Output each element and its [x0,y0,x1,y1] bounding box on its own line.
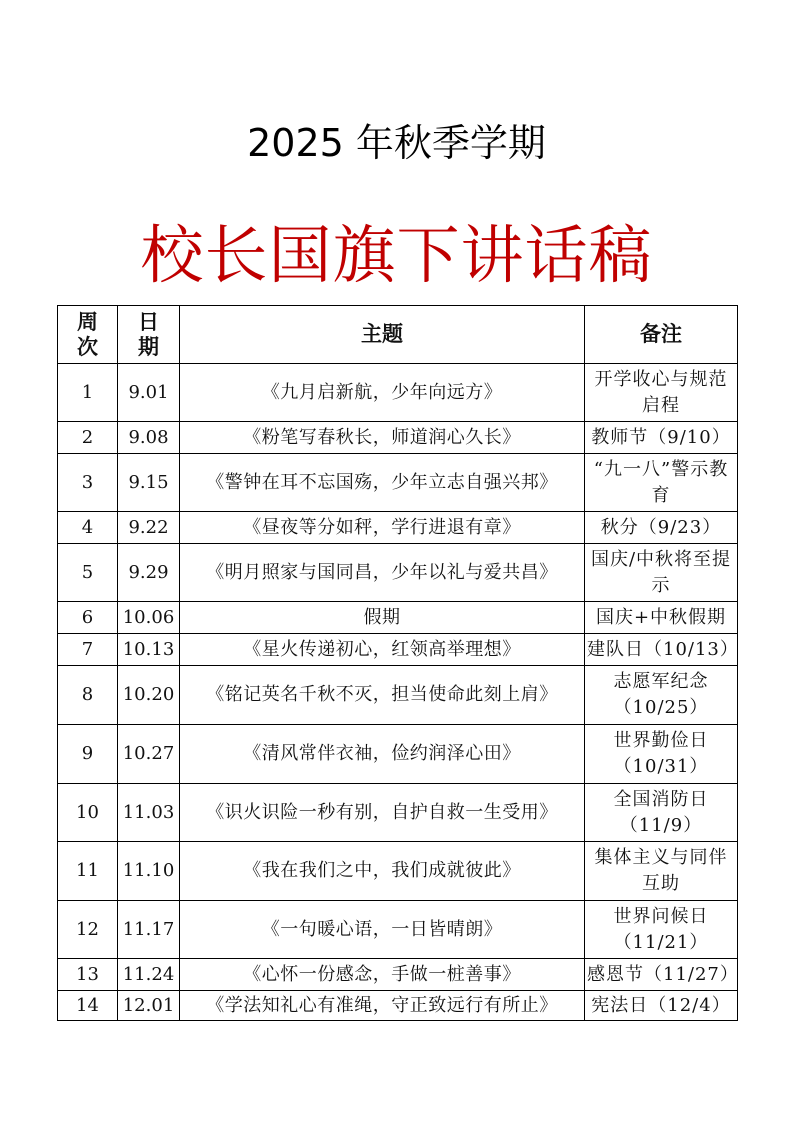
note-cell: 宪法日（12/4） [585,991,738,1021]
date-cell: 9.22 [118,512,180,544]
note-cell: 世界勤俭日（10/31） [585,725,738,784]
week-cell: 12 [58,901,118,959]
table-row [58,666,738,725]
document-title: 校长国旗下讲话稿 [140,219,653,292]
note-cell: 国庆+中秋假期 [585,602,738,634]
note-cell: 世界问候日（11/21） [585,901,738,959]
topic-cell: 《明月照家与国同昌，少年以礼与爱共昌》 [180,544,585,602]
date-cell: 11.10 [118,842,180,901]
table-row [58,422,738,454]
week-cell: 3 [58,454,118,512]
topic-cell: 《铭记英名千秋不灭，担当使命此刻上肩》 [180,666,585,725]
topic-cell: 《清风常伴衣袖，俭约润泽心田》 [180,725,585,784]
column-header-topic: 主题 [180,306,585,364]
note-cell: “九一八”警示教育 [585,454,738,512]
column-header-date: 日期 [118,306,180,364]
date-cell: 10.06 [118,602,180,634]
column-header-note: 备注 [585,306,738,364]
topic-cell: 假期 [180,602,585,634]
week-cell: 6 [58,602,118,634]
table-row [58,602,738,634]
week-cell: 5 [58,544,118,602]
topic-cell: 《一句暖心语，一日皆晴朗》 [180,901,585,959]
note-cell: 感恩节（11/27） [585,959,738,991]
date-cell: 11.03 [118,784,180,842]
date-cell: 10.27 [118,725,180,784]
date-cell: 9.15 [118,454,180,512]
week-cell: 7 [58,634,118,666]
note-cell: 国庆/中秋将至提示 [585,544,738,602]
week-cell: 9 [58,725,118,784]
table-row [58,991,738,1021]
note-cell: 教师节（9/10） [585,422,738,454]
table-row [58,842,738,901]
topic-cell: 《学法知礼心有准绳，守正致远行有所止》 [180,991,585,1021]
week-cell: 11 [58,842,118,901]
date-cell: 10.20 [118,666,180,725]
semester-subtitle: 2025 年秋季学期 [247,121,546,165]
column-header-week: 周次 [58,306,118,364]
table-row [58,784,738,842]
schedule-table [57,305,738,1021]
week-cell: 2 [58,422,118,454]
table-row [58,634,738,666]
week-cell: 14 [58,991,118,1021]
topic-cell: 《粉笔写春秋长，师道润心久长》 [180,422,585,454]
table-row [58,901,738,959]
topic-cell: 《九月启新航，少年向远方》 [180,364,585,422]
table-row [58,364,738,422]
week-cell: 13 [58,959,118,991]
note-cell: 全国消防日（11/9） [585,784,738,842]
table-row [58,454,738,512]
note-cell: 开学收心与规范启程 [585,364,738,422]
topic-cell: 《我在我们之中，我们成就彼此》 [180,842,585,901]
topic-cell: 《心怀一份感念，手做一桩善事》 [180,959,585,991]
note-cell: 建队日（10/13） [585,634,738,666]
week-cell: 1 [58,364,118,422]
date-cell: 9.29 [118,544,180,602]
note-cell: 志愿军纪念（10/25） [585,666,738,725]
note-cell: 秋分（9/23） [585,512,738,544]
date-cell: 12.01 [118,991,180,1021]
date-cell: 9.08 [118,422,180,454]
week-cell: 8 [58,666,118,725]
date-cell: 11.17 [118,901,180,959]
note-cell: 集体主义与同伴互助 [585,842,738,901]
topic-cell: 《星火传递初心，红领高举理想》 [180,634,585,666]
table-header-row [58,306,738,364]
date-cell: 11.24 [118,959,180,991]
date-cell: 10.13 [118,634,180,666]
table-row [58,725,738,784]
topic-cell: 《识火识险一秒有别，自护自救一生受用》 [180,784,585,842]
week-cell: 10 [58,784,118,842]
table-row [58,959,738,991]
week-cell: 4 [58,512,118,544]
table-row [58,544,738,602]
table-row [58,512,738,544]
topic-cell: 《昼夜等分如秤，学行进退有章》 [180,512,585,544]
date-cell: 9.01 [118,364,180,422]
topic-cell: 《警钟在耳不忘国殇，少年立志自强兴邦》 [180,454,585,512]
